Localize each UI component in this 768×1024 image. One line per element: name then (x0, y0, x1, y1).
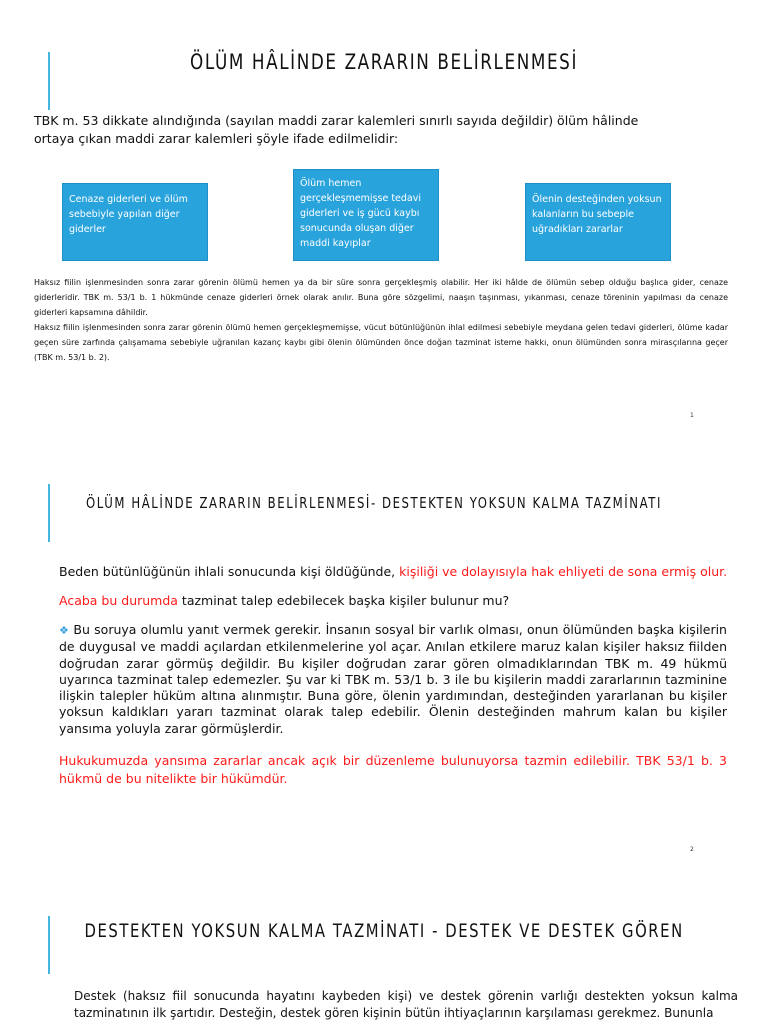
inheritance-paragraph: Haksız fiilin işlenmesinden sonra zarar görenin ölümü hemen gerçekleşmemişse, vücut bütünlüğünün ihlal edilmesi sebebiyle meydana gelen tedavi giderleri, ölüme kadar geçen süre zarfında çalışamama sebebiyle uğranılan kazanç kaybı gibi ölenin ölümünden önce doğan tazminat isteme hakkı, onun ölümünden sonra mirasçılarına geçer (TBK m. 53/1 b. 2). (34, 323, 728, 362)
question-line (59, 593, 749, 608)
funeral-expenses-paragraph: Haksız fiilin işlenmesinden sonra zarar görenin ölümü hemen ya da bir süre sonra gerçekleşmiş olabilir. Her iki hâlde de ölümün sebep olduğu başlıca gider, cenaze giderleridir. TBK m. 53/1 b. 1 hükmünde cenaze giderleri örnek olarak anılır. Buna göre sözgelimi, naaşın taşınması, yıkanması, cenaze töreninin yapılması da cenaze giderleri kapsamına dâhildir. (34, 278, 728, 317)
bullet-text: Bu soruya olumlu yanıt vermek gerekir. İnsanın sosyal bir varlık olması, onun ölümünden başka kişilerin de duygusal ve maddi açılardan etkilenmelerine yol açar. Anılan etkilere maruz kalan kişiler haksız fiilden doğrudan zarar görmüş değildir. Bu kişiler doğrudan zarar gören olmadıklarından TBK m. 49 hükmü uyarınca tazminat talep edemezler. Şu var ki TBK m. 53/1 b. 3 ile bu kişilerin maddi zararlarının tazminine ilişkin talepler hüküm altına alınmıştır. Buna göre, ölenin yardımından, desteğinden yararlanan bu kişiler yoksun kaldıkları yararı tazminat olarak talep edebilir. Ölenin desteğinden mahrum kalan bu kişiler yansıma yoluyla zarar görmüşlerdir. (59, 622, 727, 736)
intro-line-1: TBK m. 53 dikkate alındığında (sayılan maddi zarar kalemleri sınırlı sayıda değildir) ölüm hâlinde (34, 113, 639, 128)
slide-3 (0, 900, 768, 1024)
page-number: 2 (690, 846, 694, 853)
damage-item-box-2: Ölüm hemen gerçekleşmemişse tedavi giderleri ve iş gücü kaybı sonucunda oluşan diğer maddi kayıplar (293, 169, 439, 261)
deceased-line-highlight: kişiliği ve dolayısıyla hak ehliyeti de sona ermiş olur. (399, 564, 728, 579)
slide-title: ÖLÜM HÂLİNDE ZARARIN BELİRLENMESİ- DESTEKTEN YOKSUN KALMA TAZMİNATI (86, 494, 662, 512)
diamond-bullet-icon: ❖ (59, 624, 70, 637)
page-number: 1 (690, 412, 694, 419)
damage-item-box-3: Ölenin desteğinden yoksun kalanların bu sebeple uğradıkları zararlar (525, 183, 671, 261)
deceased-line-text: Beden bütünlüğünün ihlali sonucunda kişi öldüğünde, (59, 564, 400, 579)
slide-title: DESTEKTEN YOKSUN KALMA TAZMİNATI - DESTEK VE DESTEK GÖREN (84, 920, 684, 942)
support-paragraph: Destek (haksız fiil sonucunda hayatını kaybeden kişi) ve destek görenin varlığı destekten yoksun kalma tazminatının ilk şartıdır. Desteğin, destek gören kişinin bütün ihtiyaçlarının karşılaması gerekmez. Bununla (74, 989, 738, 1020)
slide-1 (0, 0, 768, 440)
question-line-text: tazminat talep edebilecek başka kişiler bulunur mu? (177, 593, 510, 608)
slide-accent-line (48, 916, 50, 974)
slide-accent-line (48, 484, 50, 542)
slide-2 (0, 470, 768, 870)
slide-accent-line (48, 52, 50, 110)
reflection-damage-note: Hukukumuzda yansıma zararlar ancak açık bir düzenleme bulunuyorsa tazmin edilebilir. TBK 53/1 b. 3 hükmü de bu nitelikte bir hükümdür. (59, 753, 727, 786)
bullet-paragraph (59, 622, 727, 737)
question-line-highlight: Acaba bu durumda (59, 593, 178, 608)
slide-title: ÖLÜM HÂLİNDE ZARARIN BELİRLENMESİ (190, 50, 578, 74)
intro-line-2: ortaya çıkan maddi zarar kalemleri şöyle ifade edilmelidir: (34, 131, 399, 146)
deceased-line (59, 564, 749, 579)
damage-item-box-1: Cenaze giderleri ve ölüm sebebiyle yapılan diğer giderler (62, 183, 208, 261)
